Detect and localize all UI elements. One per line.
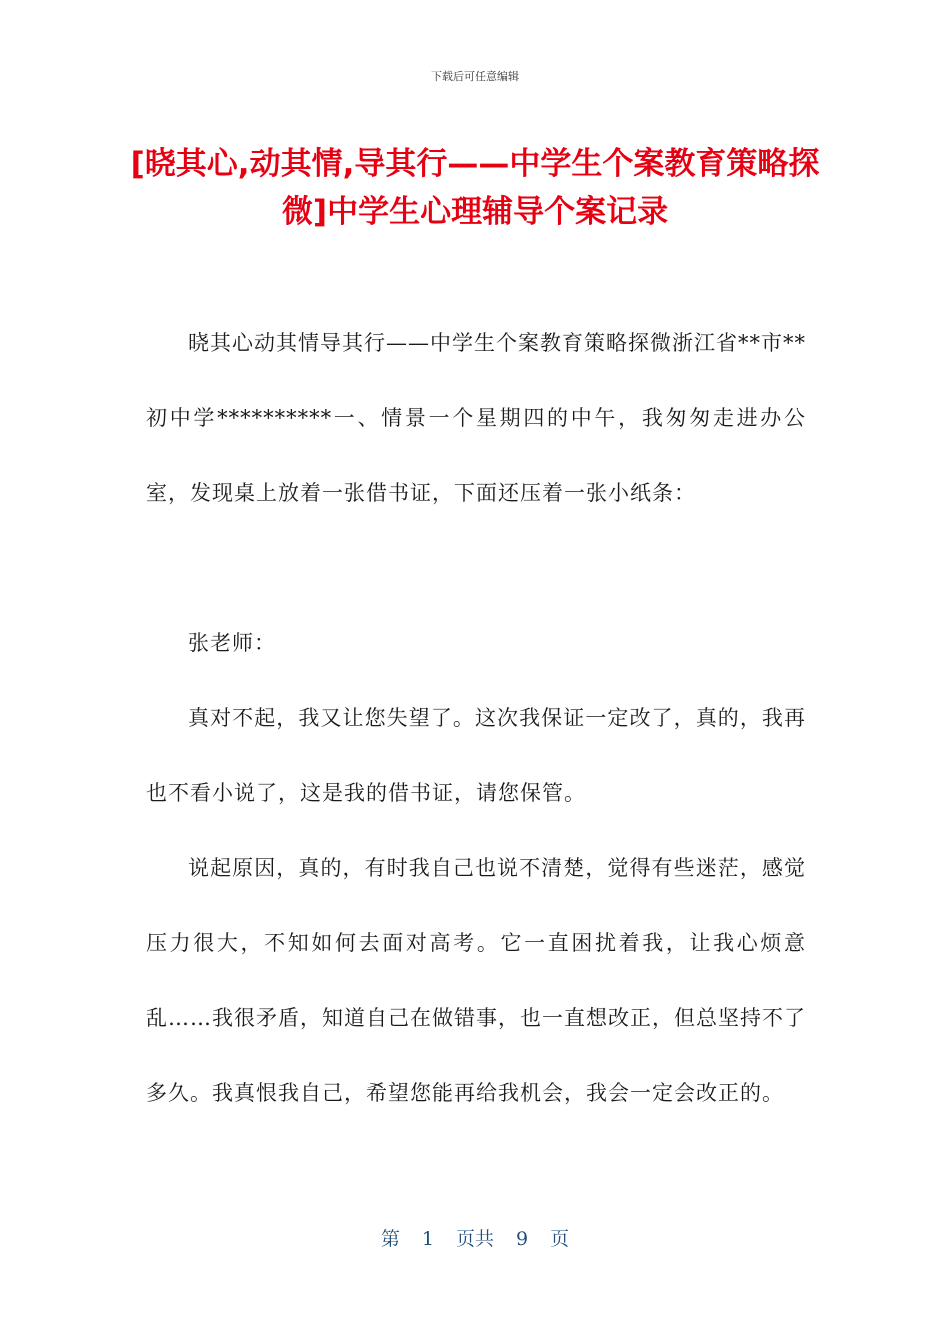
footer-middle: 页共 <box>455 1228 494 1250</box>
document-title: [晓其心,动其情,导其行——中学生个案教育策略探微]中学生心理辅导个案记录 <box>130 146 820 230</box>
footer-current-page: 1 <box>421 1228 434 1250</box>
paragraph-apology: 真对不起，我又让您失望了。这次我保证一定改了，真的，我再也不看小说了，这是我的借书证，请您保管。 <box>146 706 806 805</box>
header-note: 下载后可任意编辑 <box>431 70 519 83</box>
page-footer <box>0 1224 950 1251</box>
footer-total-pages: 9 <box>516 1228 529 1250</box>
paragraph-intro: 晓其心动其情导其行——中学生个案教育策略探微浙江省**市**初中学**********一、情景一个星期四的中午，我匆匆走进办公室，发现桌上放着一张借书证，下面还压着一张小纸条： <box>146 331 806 505</box>
paragraph-salutation: 张老师： <box>188 631 276 655</box>
footer-prefix: 第 <box>380 1228 400 1250</box>
paragraph-reason: 说起原因，真的，有时我自己也说不清楚，觉得有些迷茫，感觉压力很大，不知如何去面对高考。它一直困扰着我，让我心烦意乱……我很矛盾，知道自己在做错事，也一直想改正，但总坚持不了多久。我真恨我自己，希望您能再给我机会，我会一定会改正的。 <box>146 856 806 1105</box>
footer-suffix: 页 <box>550 1228 570 1250</box>
document-body <box>146 306 806 1131</box>
